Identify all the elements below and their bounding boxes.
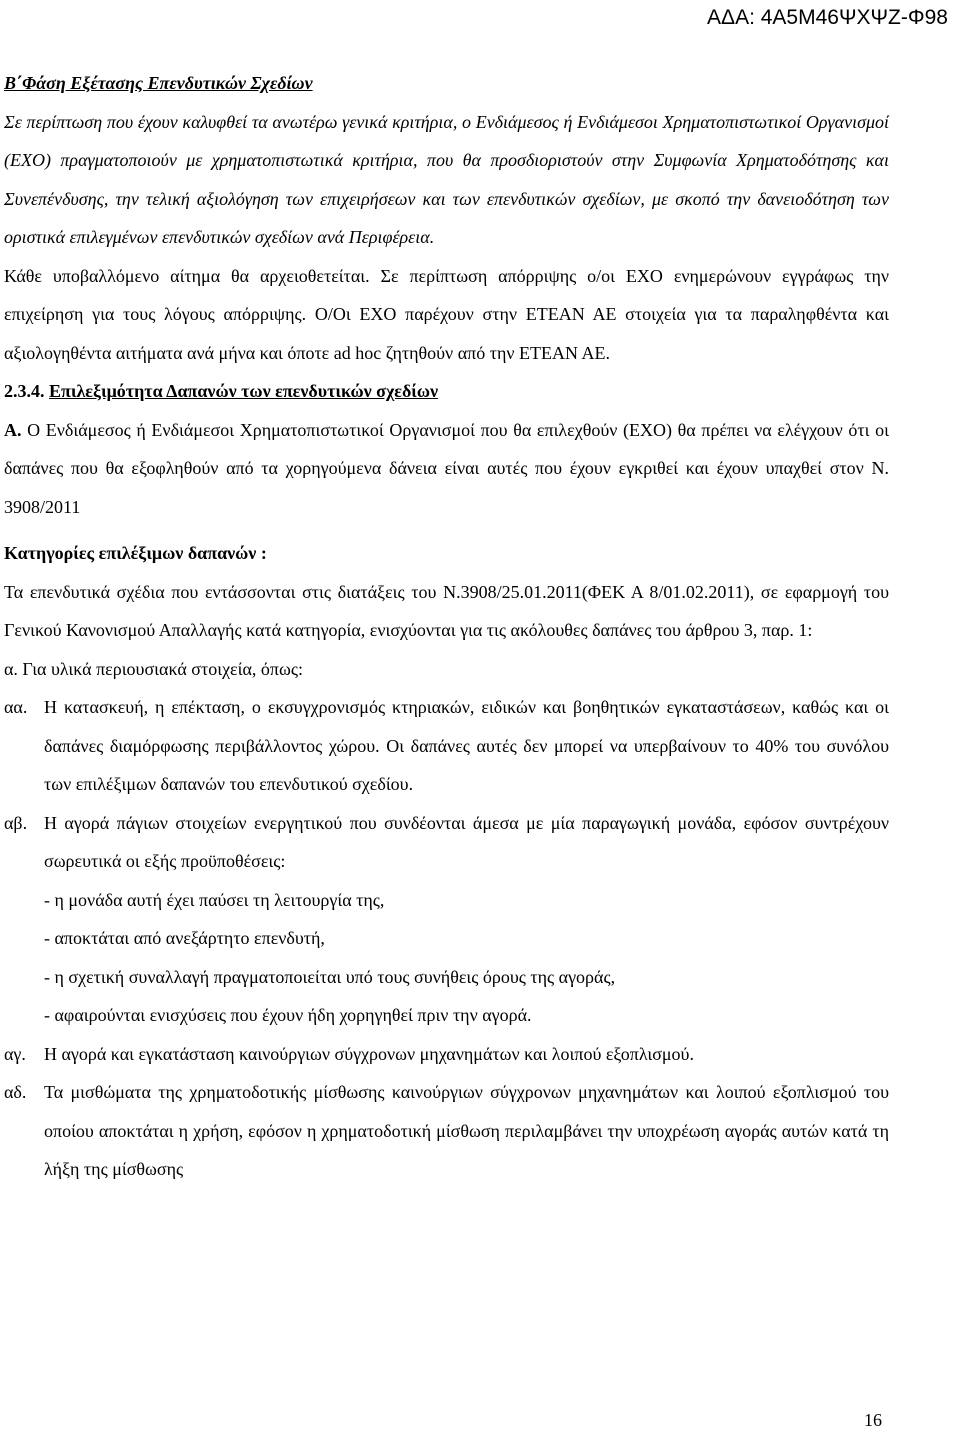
item-label: αγ. — [4, 1043, 26, 1064]
item-aa — [4, 688, 889, 804]
condition-item: - η σχετική συναλλαγή πραγματοποιείται υπό τους συνήθεις όρους της αγοράς, — [44, 966, 616, 987]
heading-text: Επιλεξιμότητα Δαπανών των επενδυτικών σχεδίων — [49, 381, 439, 401]
heading-number: 2.3.4. — [4, 381, 45, 401]
item-text: Η αγορά πάγιων στοιχείων ενεργητικού που συνδέονται άμεσα με μία παραγωγική μονάδα, εφόσον συντρέχουν σωρευτικά οι εξής προϋποθέσεις: — [44, 812, 889, 871]
paragraph-expenses-check — [4, 411, 889, 527]
page-number: 16 — [864, 1410, 882, 1430]
paragraph-text: Ο Ενδιάμεσος ή Ενδιάμεσοι Χρηματοπιστωτικοί Οργανισμοί που θα επιλεχθούν (ΕΧΟ) θα πρέπει να ελέγχουν ότι οι δαπάνες που θα εξοφληθούν από τα χορηγούμενα δάνεια είναι αυτές που έχουν εγκριθεί και έχουν υπαχθεί στον Ν. 3908/2011 — [4, 419, 889, 517]
item-ag — [4, 1035, 889, 1074]
item-label: αδ. — [4, 1082, 27, 1102]
item-label: αα. — [4, 697, 28, 717]
condition-item: - αφαιρούνται ενισχύσεις που έχουν ήδη χορηγηθεί πριν την αγορά. — [44, 1005, 532, 1025]
categories-heading: Κατηγορίες επιλέξιμων δαπανών : — [4, 543, 267, 563]
item-text: Η κατασκευή, η επέκταση, ο εκσυγχρονισμός κτηριακών, ειδικών και βοηθητικών εγκαταστάσεων, καθώς και οι δαπάνες διαμόρφωσης περιβάλλοντος χώρου. Οι δαπάνες αυτές δεν μπορεί να υπερβαίνουν το 40% του συνόλου των επιλέξιμων δαπανών του επενδυτικού σχεδίου. — [44, 697, 889, 794]
section-title: Β΄Φάση Εξέτασης Επενδυτικών Σχεδίων — [4, 73, 313, 93]
item-a: α. Για υλικά περιουσιακά στοιχεία, όπως: — [4, 658, 303, 679]
item-ab — [4, 804, 889, 881]
item-ad — [4, 1073, 889, 1189]
item-text: Η αγορά και εγκατάσταση καινούργιων σύγχρονων μηχανημάτων και λοιπού εξοπλισμού. — [44, 1043, 694, 1064]
document-body — [0, 64, 889, 1189]
item-label: αβ. — [4, 812, 28, 833]
condition-item: - η μονάδα αυτή έχει παύσει τη λειτουργία της, — [44, 889, 385, 910]
paragraph-label: Α. — [4, 419, 22, 440]
item-text: Τα μισθώματα της χρηματοδοτικής μίσθωσης καινούργιων σύγχρονων μηχανημάτων και λοιπού εξοπλισμού του οποίου αποκτάται η χρήση, εφόσον η χρηματοδοτική μίσθωση περιλαμβάνει την υποχρέωση αγοράς αυτών κατά τη λήξη της μίσθωσης — [44, 1082, 889, 1179]
paragraph-archiving: Κάθε υποβαλλόμενο αίτημα θα αρχειοθετείται. Σε περίπτωση απόρριψης ο/οι ΕΧΟ ενημερώνουν εγγράφως την επιχείρηση για τους λόγους απόρριψης. Ο/Οι ΕΧΟ παρέχουν στην ΕΤΕΑΝ ΑΕ στοιχεία για τα παραληφθέντα και αξιολογηθέντα αιτήματα ανά μήνα και όποτε ad hoc ζητηθούν από την ΕΤΕΑΝ ΑΕ. — [4, 265, 889, 363]
ada-code: ΑΔΑ: 4Α5Μ46ΨΧΨΖ-Φ98 — [707, 6, 948, 29]
condition-item: - αποκτάται από ανεξάρτητο επενδυτή, — [44, 928, 325, 948]
section-heading — [4, 372, 889, 411]
paragraph-investment-plans: Τα επενδυτικά σχέδια που εντάσσονται στις διατάξεις του Ν.3908/25.01.2011(ΦΕΚ Α 8/01.02.2011), σε εφαρμογή του Γενικού Κανονισμού Απαλλαγής κατά κατηγορία, ενισχύονται για τις ακόλουθες δαπάνες του άρθρου 3, παρ. 1: — [4, 581, 889, 640]
paragraph-general-criteria: Σε περίπτωση που έχουν καλυφθεί τα ανωτέρω γενικά κριτήρια, ο Ενδιάμεσος ή Ενδιάμεσοι Χρηματοπιστωτικοί Οργανισμοί (ΕΧΟ) πραγματοποιούν με χρηματοπιστωτικά κριτήρια, που θα προσδιοριστούν στην Συμφωνία Χρηματοδότησης και Συνεπένδυσης, την τελική αξιολόγηση των επιχειρήσεων και των επενδυτικών σχεδίων, με σκοπό την δανειοδότηση των οριστικά επιλεγμένων επενδυτικών σχεδίων ανά Περιφέρεια. — [4, 111, 889, 247]
